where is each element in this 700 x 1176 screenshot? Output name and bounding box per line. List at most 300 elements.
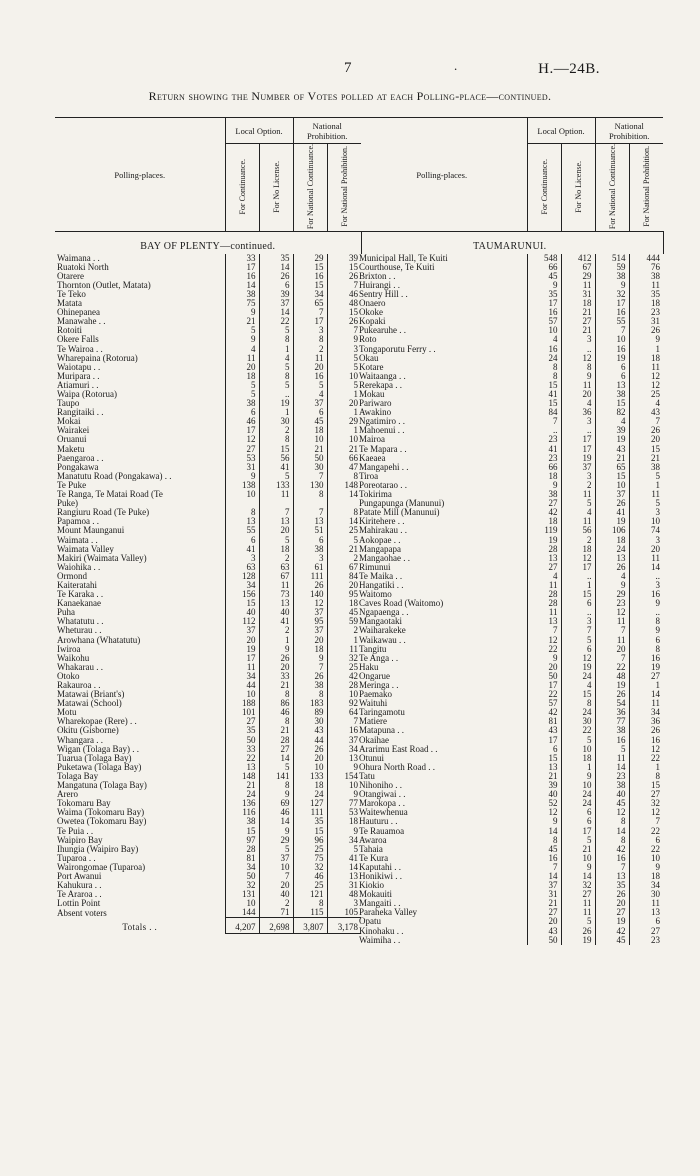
table-row [55,381,361,390]
vote-count: 17 [527,736,561,745]
vote-count: 13 [259,517,293,526]
vote-count: 15 [561,590,595,599]
vote-count: 6 [225,408,259,417]
vote-count: 7 [293,663,327,672]
table-row [357,763,663,772]
polling-place-name: Paemako [357,690,527,699]
table-row [357,745,663,754]
table-row [55,863,361,872]
vote-count: 20 [349,580,358,590]
vote-count: 1 [259,408,293,417]
vote-count: 18 [527,472,561,481]
polling-place-name: Kaiteratahi [55,581,225,590]
vote-count: 9 [353,790,358,800]
vote-count: 33 [225,745,259,754]
table-row [357,726,663,735]
polling-place-name: Mokai [55,417,225,426]
vote-count: 32 [595,290,629,299]
vote-count: 18 [561,299,595,308]
vote-count: 7 [561,626,595,635]
vote-count: 24 [595,545,629,554]
table-row [357,590,663,599]
vote-count: 38 [595,726,629,735]
vote-count: 11 [259,490,293,499]
table-row [357,636,663,645]
vote-count: 20 [651,544,660,554]
vote-count: 46 [225,417,259,426]
total-count: 2,698 [259,918,293,934]
vote-count: 37 [259,299,293,308]
vote-count: 10 [349,371,358,381]
vote-count: 1 [655,762,660,772]
table-row [55,654,361,663]
polling-place-name: Kiokio [357,881,527,890]
table-row [55,454,361,463]
polling-place-name: Motu [55,708,225,717]
polling-place-name: Atiamuri . . [55,381,225,390]
vote-count: 26 [595,690,629,699]
polling-place-name: Matawai (Briant's) [55,690,225,699]
vote-count: 9 [595,281,629,290]
vote-count: 18 [651,353,660,363]
vote-count: 17 [561,435,595,444]
vote-count: 41 [527,445,561,454]
vote-count: 183 [293,699,327,708]
vote-count: 69 [259,799,293,808]
vote-count: 11 [595,636,629,645]
table-row [357,717,663,726]
vote-count: 2 [259,899,293,908]
vote-count: 11 [651,362,660,372]
polling-place-name: Waiohika . . [55,563,225,572]
vote-count: 16 [595,736,629,745]
polling-place-name: Kopaki [357,317,527,326]
vote-count: 111 [293,572,327,581]
polling-place-name: Papamoa . . [55,517,225,526]
polling-place-name: Ruatoki North [55,263,225,272]
table-row [55,317,361,326]
vote-count: 15 [595,472,629,481]
table-row [55,281,361,290]
table-row [55,499,361,508]
polling-place-name: Lottin Point [55,899,225,908]
vote-count: 17 [527,299,561,308]
vote-count: 15 [293,827,327,836]
table-row [357,517,663,526]
vote-count: 2 [259,626,293,635]
polling-place-name: Pungapunga (Manunui) [357,499,527,508]
for-continuance-header: For Continuance. [237,158,247,215]
vote-count: 53 [349,808,358,818]
vote-count: 34 [225,863,259,872]
vote-count: 4 [561,508,595,517]
vote-count: 6 [655,635,660,645]
vote-count: 9 [259,645,293,654]
polling-place-name: Tongaporutu Ferry . . [357,345,527,354]
vote-count: 5 [259,326,293,335]
vote-count: 136 [225,799,259,808]
vote-count: 15 [349,262,358,272]
vote-count: 1 [353,635,358,645]
polling-place-name: Kanaekanae [55,599,225,608]
table-row [357,690,663,699]
vote-count: 22 [527,690,561,699]
vote-count: 75 [225,299,259,308]
vote-count: 6 [561,645,595,654]
polling-place-name: Arowhana (Whatatutu) [55,636,225,645]
vote-count: 9 [259,790,293,799]
vote-count: 9 [293,654,327,663]
vote-count: 5 [293,381,327,390]
vote-count: 20 [293,363,327,372]
document-reference: H.—24B. [538,61,600,77]
vote-count: 26 [561,927,595,936]
page-number: 7 [344,60,352,76]
vote-count: 29 [595,590,629,599]
polling-place-name: Whakarau . . [55,663,225,672]
vote-count: 15 [651,781,660,791]
vote-count: 25 [349,526,358,536]
polling-place-name: Te Araroa . . [55,890,225,899]
polling-place-name: Waikohu [55,654,225,663]
polling-place-name: Waiharakeke [357,626,527,635]
polling-place-name: Te Rauamoa [357,827,527,836]
polling-place-name: Wairakei [55,426,225,435]
vote-count: 34 [651,708,660,718]
vote-count: 1 [353,408,358,418]
for-national-prohibition-header: For National Prohibition. [339,146,349,227]
table-row [357,936,663,945]
polling-place-name: Mahoenui . . [357,426,527,435]
vote-count: 41 [225,545,259,554]
vote-count: 26 [259,654,293,663]
vote-count: 63 [225,563,259,572]
vote-count: 21 [595,454,629,463]
vote-count: 115 [293,908,327,918]
vote-count: 66 [527,463,561,472]
vote-count: 81 [527,717,561,726]
table-row [357,790,663,799]
vote-count: 18 [293,781,327,790]
table-row [55,463,361,472]
polling-place-name: Paraheka Valley [357,908,527,917]
vote-count: 11 [561,899,595,908]
vote-count: 1 [655,344,660,354]
vote-count: 27 [527,908,561,917]
table-row [357,572,663,581]
vote-count: 32 [349,653,358,663]
vote-count: 9 [595,581,629,590]
votes-table-right [357,117,664,945]
table-row [55,254,361,263]
polling-place-name: Waimiha . . [357,936,527,945]
polling-place-name: Ormond [55,572,225,581]
polling-place-name: Awaroa [357,836,527,845]
table-row [357,381,663,390]
vote-count: 3 [561,617,595,626]
vote-count: 7 [595,654,629,663]
for-no-license-header: For No License. [573,160,583,213]
table-row [55,435,361,444]
vote-count: 45 [527,272,561,281]
vote-count: 84 [349,571,358,581]
polling-place-name: Waitaanga . . [357,372,527,381]
vote-count: 10 [293,763,327,772]
vote-count: 18 [349,599,358,609]
vote-count: 15 [527,399,561,408]
vote-count: 11 [651,490,660,500]
table-row [357,799,663,808]
vote-count: 22 [225,754,259,763]
vote-count: 1 [561,763,595,772]
vote-count: 12 [651,808,660,818]
vote-count: 106 [595,526,629,535]
polling-place-name: Municipal Hall, Te Kuiti [357,254,527,263]
table-row [357,772,663,781]
vote-count: 29 [259,836,293,845]
table-row [55,699,361,708]
polling-place-name: Mount Maunganui [55,526,225,535]
polling-place-name: Tangitu [357,645,527,654]
polling-place-name: Muripara . . [55,372,225,381]
vote-count: 21 [225,781,259,790]
vote-count: 55 [225,526,259,535]
vote-count: 38 [293,681,327,690]
vote-count: 8 [293,490,327,499]
vote-count: 17 [561,827,595,836]
polling-place-name: Thornton (Outlet, Matata) [55,281,225,290]
polling-place-name: Owetea (Tokomaru Bay) [55,817,225,826]
vote-count: 53 [225,454,259,463]
table-row [357,454,663,463]
vote-count: 45 [293,417,327,426]
vote-count: 19 [595,517,629,526]
vote-count: 11 [651,553,660,563]
vote-count: 39 [349,253,358,263]
vote-count: 21 [561,845,595,854]
vote-count: 10 [527,326,561,335]
polling-place-name: Kaeaea [357,454,527,463]
table-row [357,326,663,335]
vote-count: 5 [225,326,259,335]
table-row [55,736,361,745]
vote-count: 14 [349,517,358,527]
vote-count: 11 [561,381,595,390]
vote-count: 39 [259,290,293,299]
table-row [357,663,663,672]
polling-place-name: Manatutu Road (Pongakawa) . . [55,472,225,481]
vote-count: 20 [349,399,358,409]
vote-count: 7 [259,872,293,881]
vote-count: 6 [655,835,660,845]
vote-count: 23 [595,599,629,608]
vote-count: 11 [349,644,358,654]
table-row [357,372,663,381]
vote-count: 12 [527,808,561,817]
table-row [357,654,663,663]
vote-count: 8 [259,717,293,726]
vote-count: 15 [527,754,561,763]
vote-count: 35 [225,726,259,735]
polling-place-name: Wharepaina (Rotorua) [55,354,225,363]
vote-count: 19 [561,663,595,672]
vote-count: 8 [259,435,293,444]
polling-place-name: Mahirakau . . [357,526,527,535]
vote-count: 34 [651,881,660,891]
vote-count: 11 [561,517,595,526]
table-row [55,299,361,308]
vote-count: 15 [225,827,259,836]
vote-count: 15 [527,381,561,390]
vote-count: 10 [293,435,327,444]
vote-count: 8 [527,836,561,845]
vote-count: 35 [651,289,660,299]
polling-place-name: Rimunui [357,563,527,572]
vote-count: 95 [293,617,327,626]
table-row [357,290,663,299]
vote-count: 16 [293,372,327,381]
vote-count: 4 [225,345,259,354]
table-row [357,808,663,817]
vote-count: 5 [259,763,293,772]
vote-count: 20 [651,435,660,445]
vote-count: 22 [651,826,660,836]
vote-count: 4 [527,335,561,344]
vote-count: 19 [595,681,629,690]
vote-count: 13 [259,599,293,608]
polling-place-name: Mokau [357,390,527,399]
vote-count: 28 [225,845,259,854]
polling-place-name: Ararimu East Road . . [357,745,527,754]
vote-count: 7 [655,817,660,827]
polling-place-name: Manawahe . . [55,317,225,326]
table-row [357,899,663,908]
vote-count: 18 [651,299,660,309]
for-national-continuance-header: For National Continuance. [305,144,315,230]
vote-count: 8 [293,899,327,908]
vote-count: 45 [595,936,629,945]
vote-count: 514 [595,254,629,263]
vote-count: 43 [527,927,561,936]
vote-count: 10 [595,335,629,344]
table-row [55,490,361,499]
vote-count: .. [259,390,293,399]
vote-count: 11 [651,280,660,290]
polling-place-name: Oruanui [55,435,225,444]
polling-place-name: Caves Road (Waitomo) [357,599,527,608]
vote-count: 13 [349,871,358,881]
table-row [357,254,663,263]
vote-count: 10 [225,490,259,499]
vote-count: 24 [561,672,595,681]
vote-count: 13 [349,753,358,763]
vote-count: 7 [595,626,629,635]
vote-count: 38 [225,817,259,826]
vote-count: 95 [349,590,358,600]
polling-place-name: Roto [357,335,527,344]
vote-count: 8 [293,335,327,344]
vote-count: 24 [561,799,595,808]
vote-count: 18 [225,372,259,381]
vote-count: 9 [655,599,660,609]
polling-place-name: Matawai (School) [55,699,225,708]
vote-count: 14 [595,827,629,836]
vote-count: 22 [651,844,660,854]
vote-count: 11 [259,581,293,590]
vote-count: 9 [225,308,259,317]
vote-count: 18 [527,517,561,526]
polling-place-name: Okaihae [357,736,527,745]
table-row [357,445,663,454]
vote-count: 11 [561,281,595,290]
polling-place-name: Matata [55,299,225,308]
table-row [357,545,663,554]
polling-place-name: Kahukura . . [55,881,225,890]
polling-place-name: Rotoiti [55,326,225,335]
vote-count: 31 [527,890,561,899]
vote-count: 27 [595,908,629,917]
polling-place-name: Te Mapara . . [357,445,527,454]
polling-place-name: Waipiro Bay [55,836,225,845]
vote-count: 46 [349,289,358,299]
vote-count: 43 [293,726,327,735]
table-row [357,463,663,472]
vote-count: 40 [527,790,561,799]
vote-count: 73 [259,590,293,599]
table-row [357,263,663,272]
vote-count: 20 [293,754,327,763]
vote-count: 548 [527,254,561,263]
vote-count: 54 [595,699,629,708]
vote-count: 140 [293,590,327,599]
vote-count: 10 [349,435,358,445]
vote-count: 36 [595,708,629,717]
polling-place-name: Otoko [55,672,225,681]
vote-count: 16 [595,854,629,863]
table-row [357,554,663,563]
vote-count: 32 [651,799,660,809]
vote-count: 59 [349,617,358,627]
polling-place-name: Tiroa [357,472,527,481]
vote-count: 26 [293,672,327,681]
polling-place-name: Waima (Tokomaru Bay) [55,808,225,817]
vote-count: 21 [349,444,358,454]
vote-count: 34 [349,835,358,845]
vote-count: 27 [225,717,259,726]
vote-count: 21 [651,453,660,463]
vote-count: 27 [527,563,561,572]
vote-count: 20 [225,363,259,372]
vote-count: 38 [595,781,629,790]
vote-count: 35 [259,254,293,263]
vote-count: 13 [527,617,561,626]
vote-count: 7 [293,508,327,517]
vote-count: 11 [651,899,660,909]
vote-count: 57 [527,699,561,708]
vote-count: 34 [225,672,259,681]
vote-count: 57 [527,317,561,326]
vote-count: 26 [595,499,629,508]
table-row [55,445,361,454]
vote-count: 48 [349,890,358,900]
votes-table-left [55,117,362,934]
vote-count: 6 [293,408,327,417]
table-row [55,763,361,772]
table-row [357,363,663,372]
vote-count: 42 [527,708,561,717]
polling-place-name: Tokomaru Bay [55,799,225,808]
vote-count: 42 [595,927,629,936]
